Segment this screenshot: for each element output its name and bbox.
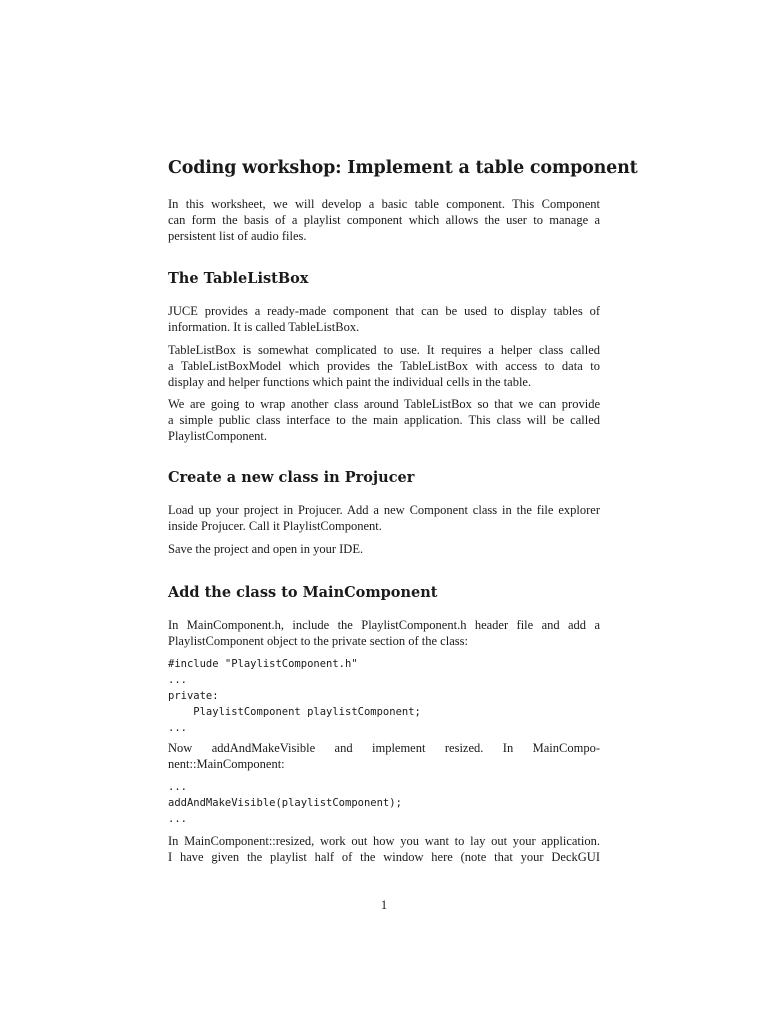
tlb-p1-line-2: information. It is called TableListBox. — [168, 320, 360, 334]
maincomponent-paragraph-1 — [168, 617, 600, 649]
tablelistbox-paragraph-3 — [168, 396, 600, 444]
heading-maincomponent: Add the class to MainComponent — [168, 584, 438, 601]
mc-p2-line-1: Now addAndMakeVisible and implement resized. In MainCompo- — [168, 741, 600, 755]
tlb-p3-line-3: PlaylistComponent. — [168, 429, 267, 443]
code-line: ... — [168, 813, 187, 825]
tlb-p1-line-1: JUCE provides a ready-made component that can be used to display tables of — [168, 304, 600, 318]
tablelistbox-paragraph-2 — [168, 342, 600, 390]
code-line: ... — [168, 722, 187, 734]
proj-p2-line-1: Save the project and open in your IDE. — [168, 542, 364, 556]
tablelistbox-paragraph-1 — [168, 303, 600, 335]
tlb-p2-line-3: display and helper functions which paint the individual cells in the table. — [168, 375, 532, 389]
tlb-p3-line-1: We are going to wrap another class around TableListBox so that we can provide — [168, 397, 600, 411]
heading-tablelistbox: The TableListBox — [168, 270, 309, 287]
document-title: Coding workshop: Implement a table component — [168, 158, 638, 178]
code-line: addAndMakeVisible(playlistComponent); — [168, 797, 402, 809]
code-line: ... — [168, 674, 187, 686]
projucer-paragraph-2 — [168, 541, 600, 557]
code-block-addandmakevisible — [168, 779, 600, 827]
code-line: #include "PlaylistComponent.h" — [168, 658, 358, 670]
page-number: 1 — [380, 898, 388, 912]
intro-line-2: can form the basis of a playlist component which allows the user to manage a — [168, 213, 600, 227]
code-line: PlaylistComponent playlistComponent; — [168, 706, 421, 718]
intro-line-3: persistent list of audio files. — [168, 229, 307, 243]
mc-p2-line-2: nent::MainComponent: — [168, 757, 285, 771]
heading-projucer: Create a new class in Projucer — [168, 469, 415, 486]
maincomponent-paragraph-3 — [168, 833, 600, 865]
intro-line-1: In this worksheet, we will develop a basic table component. This Component — [168, 197, 600, 211]
proj-p1-line-2: inside Projucer. Call it PlaylistComponent. — [168, 519, 382, 533]
code-line: ... — [168, 781, 187, 793]
mc-p3-line-2: I have given the playlist half of the window here (note that your DeckGUI — [168, 850, 600, 864]
document-page — [168, 0, 638, 1024]
tlb-p2-line-2: a TableListBoxModel which provides the TableListBox with access to data to — [168, 359, 600, 373]
mc-p3-line-1: In MainComponent::resized, work out how you want to lay out your application. — [168, 834, 600, 848]
code-block-include — [168, 656, 600, 736]
mc-p1-line-1: In MainComponent.h, include the PlaylistComponent.h header file and add a — [168, 618, 600, 632]
proj-p1-line-1: Load up your project in Projucer. Add a new Component class in the file explorer — [168, 503, 600, 517]
maincomponent-paragraph-2 — [168, 740, 600, 772]
mc-p1-line-2: PlaylistComponent object to the private section of the class: — [168, 634, 468, 648]
code-line: private: — [168, 690, 219, 702]
tlb-p3-line-2: a simple public class interface to the main application. This class will be called — [168, 413, 600, 427]
intro-paragraph — [168, 196, 600, 244]
tlb-p2-line-1: TableListBox is somewhat complicated to use. It requires a helper class called — [168, 343, 600, 357]
projucer-paragraph-1 — [168, 502, 600, 534]
